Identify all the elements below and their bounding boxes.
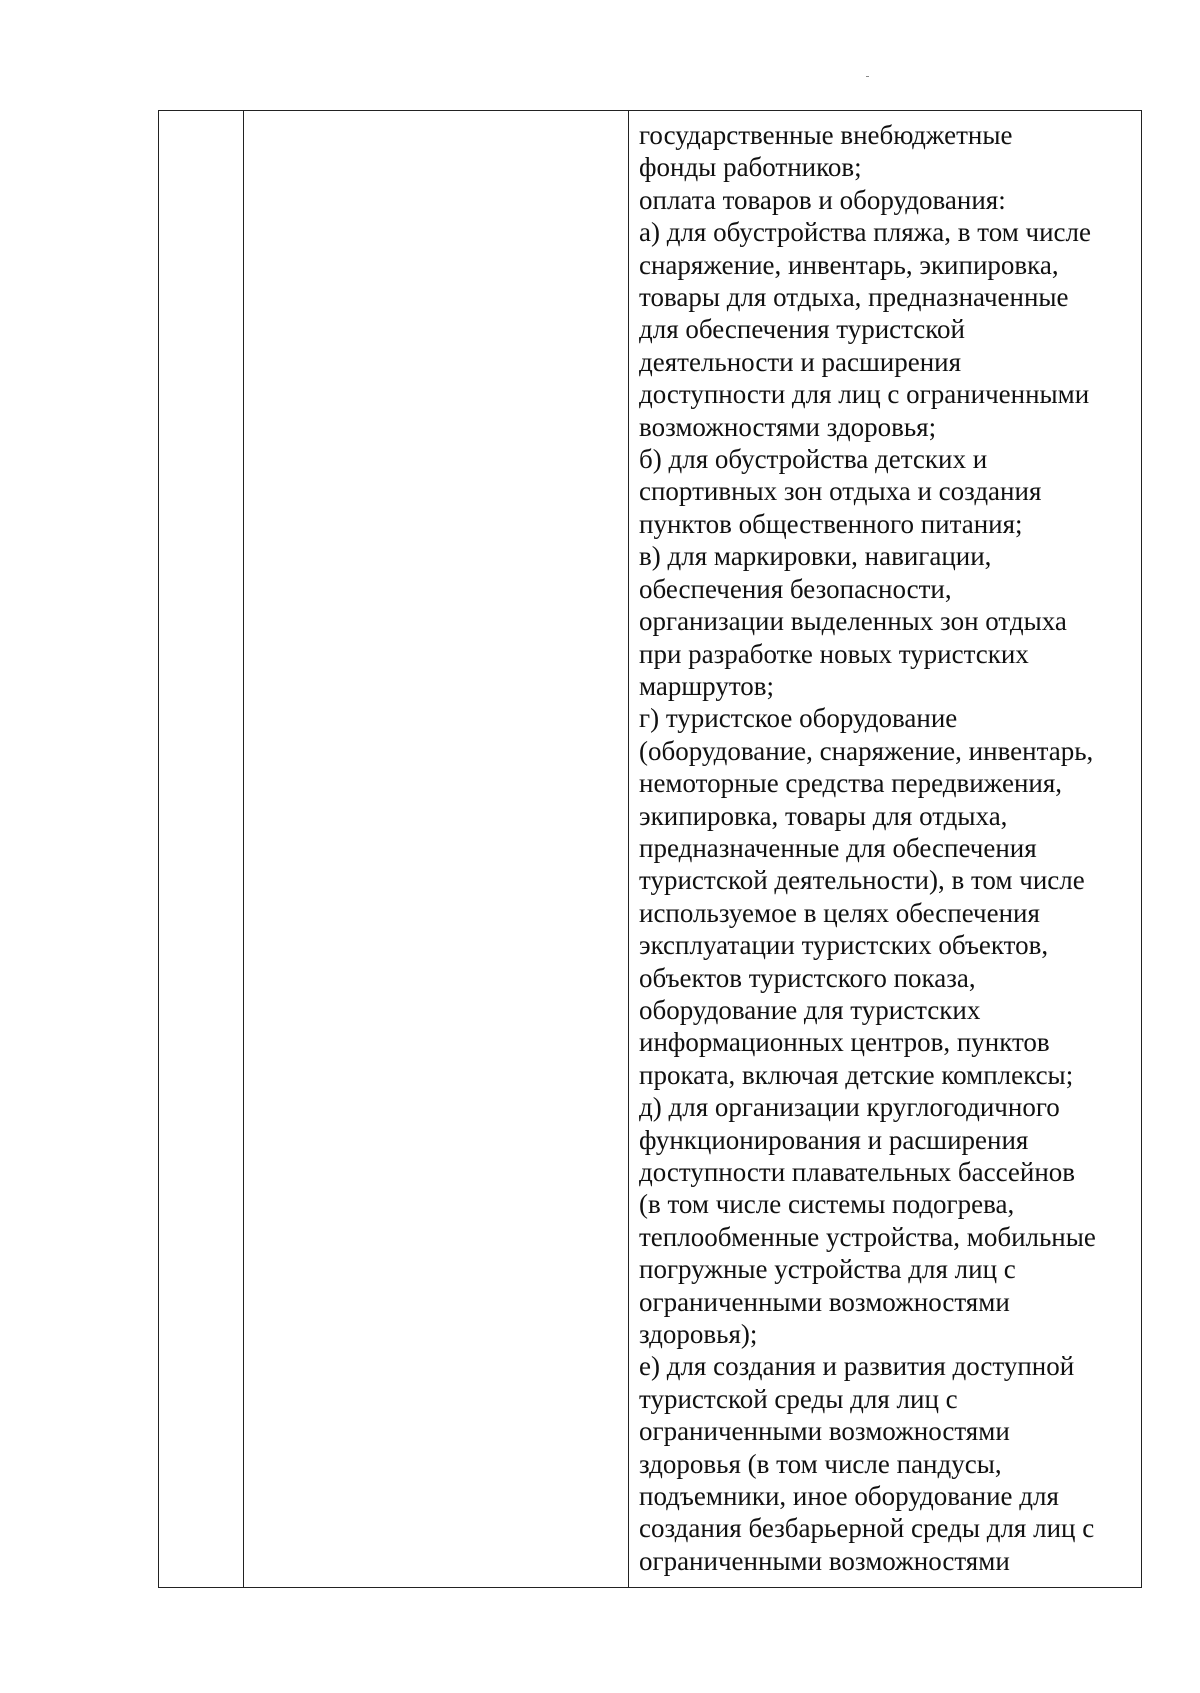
text-line: е) для создания и развития доступной (639, 1351, 1075, 1382)
text-line: создания безбарьерной среды для лиц с (639, 1513, 1095, 1544)
text-line: погружные устройства для лиц с (639, 1254, 1016, 1285)
document-table (158, 110, 1142, 1588)
text-line: маршрутов; (639, 670, 775, 701)
text-line: используемое в целях обеспечения (639, 897, 1040, 928)
table-cell-description (629, 111, 1142, 1588)
text-line: для обеспечения туристской (639, 314, 965, 345)
text-line: снаряжение, инвентарь, экипировка, (639, 249, 1059, 280)
text-line: д) для организации круглогодичного (639, 1092, 1060, 1123)
text-line: в) для маркировки, навигации, (639, 541, 992, 572)
text-line: обеспечения безопасности, (639, 573, 952, 604)
text-line: г) туристское оборудование (639, 703, 958, 734)
text-line: б) для обустройства детских и (639, 444, 988, 475)
text-line: подъемники, иное оборудование для (639, 1481, 1059, 1512)
text-line: теплообменные устройства, мобильные (639, 1221, 1096, 1252)
text-line: возможностями здоровья; (639, 411, 937, 442)
text-line: предназначенные для обеспечения (639, 832, 1037, 863)
text-line: (оборудование, снаряжение, инвентарь, (639, 735, 1094, 766)
table-cell-name (244, 111, 629, 1588)
cell-text-block (629, 111, 1141, 1577)
text-line: фонды работников; (639, 152, 862, 183)
text-line: туристской деятельности), в том числе (639, 865, 1085, 896)
text-line: функционирования и расширения (639, 1124, 1029, 1155)
text-line: немоторные средства передвижения, (639, 768, 1063, 799)
text-line: ограниченными возможностями (639, 1286, 1010, 1317)
text-line: доступности плавательных бассейнов (639, 1157, 1076, 1187)
text-line: доступности для лиц с ограниченными (639, 379, 1090, 410)
text-line: здоровья); (639, 1319, 758, 1350)
text-line: ограниченными возможностями (639, 1545, 1010, 1576)
text-line: государственные внебюджетные (639, 120, 1013, 150)
text-line: спортивных зон отдыха и создания (639, 476, 1042, 507)
text-line: пунктов общественного питания; (639, 508, 1023, 539)
text-line: экипировка, товары для отдыха, (639, 800, 1008, 831)
table-cell-number (159, 111, 244, 1588)
text-line: товары для отдыха, предназначенные (639, 282, 1069, 313)
text-line: проката, включая детские комплексы; (639, 1059, 1074, 1090)
text-line: оплата товаров и оборудования: (639, 184, 1006, 215)
text-line: объектов туристского показа, (639, 962, 976, 993)
text-line: эксплуатации туристских объектов, (639, 930, 1049, 961)
text-line: организации выделенных зон отдыха (639, 606, 1067, 637)
text-line: туристской среды для лиц с (639, 1383, 958, 1414)
text-line: оборудование для туристских (639, 994, 981, 1025)
text-line: деятельности и расширения (639, 346, 962, 377)
text-line: при разработке новых туристских (639, 638, 1029, 669)
scan-speck (866, 76, 869, 77)
text-line: (в том числе системы подогрева, (639, 1189, 1015, 1220)
text-line: а) для обустройства пляжа, в том числе (639, 217, 1091, 248)
table-row (159, 111, 1142, 1588)
text-line: ограниченными возможностями (639, 1416, 1010, 1447)
text-line: информационных центров, пунктов (639, 1027, 1050, 1058)
text-line: здоровья (в том числе пандусы, (639, 1448, 1002, 1479)
